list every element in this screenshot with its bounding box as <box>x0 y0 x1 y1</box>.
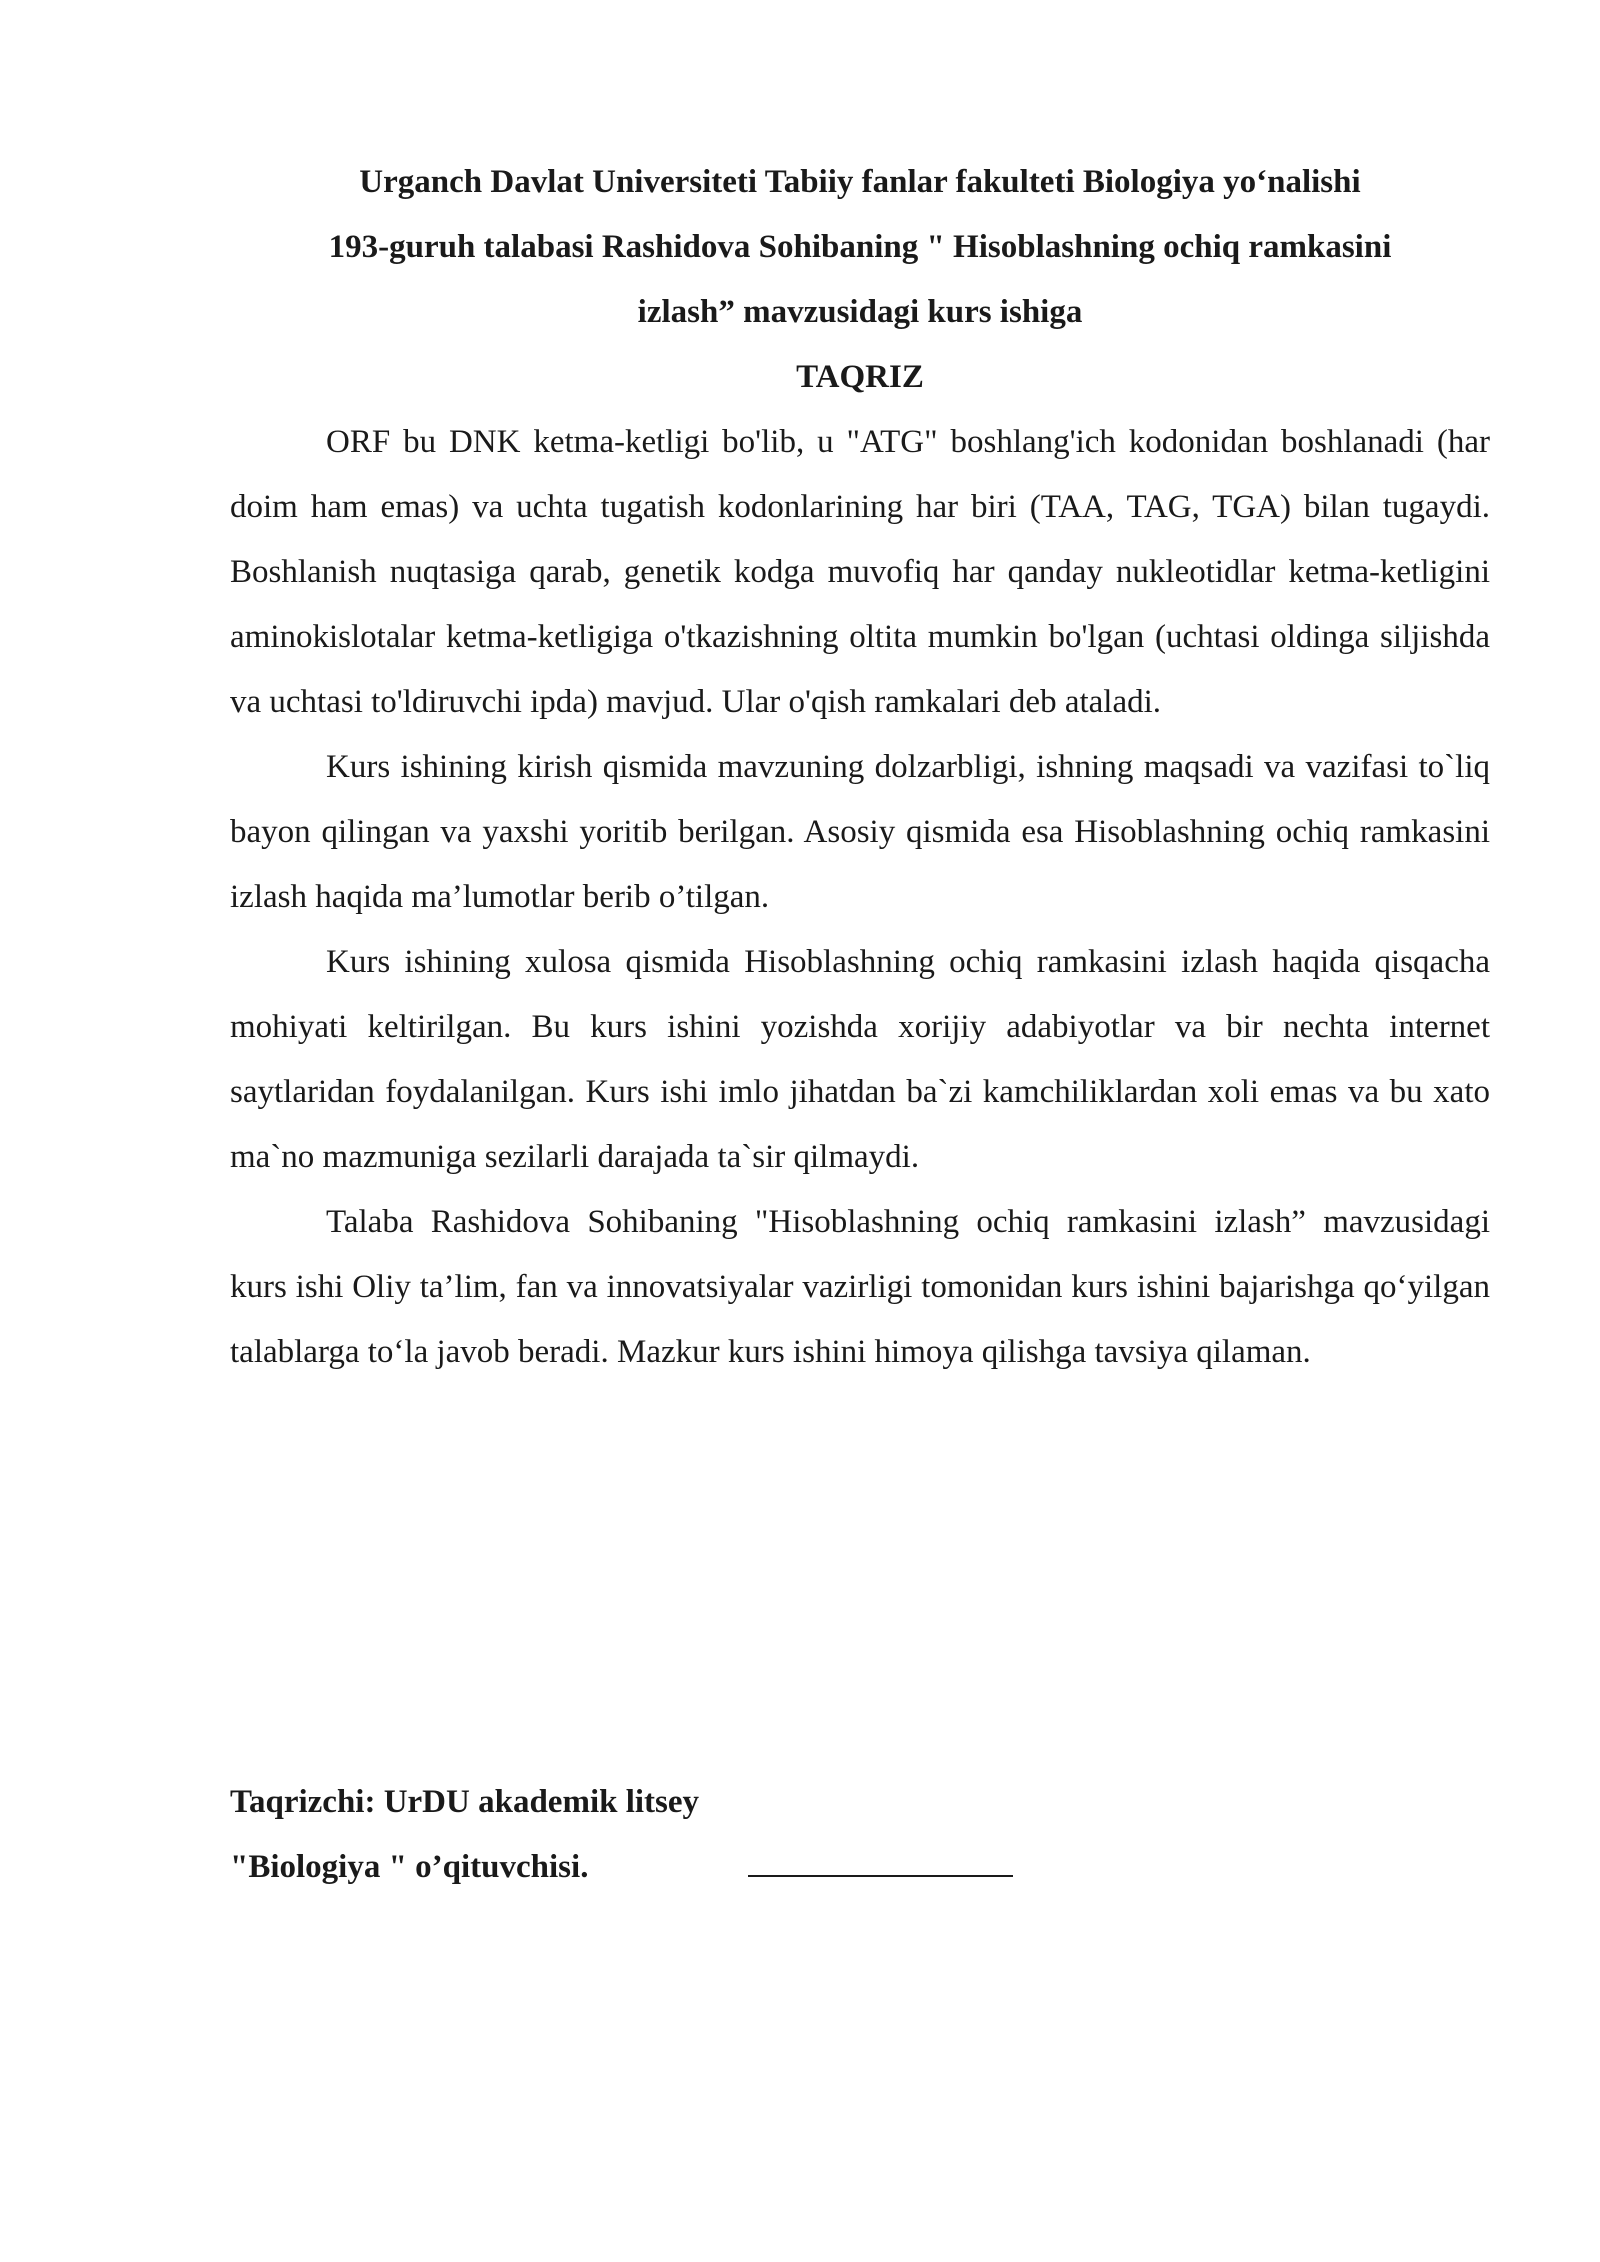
signature-underline <box>748 1849 1013 1877</box>
heading-line-3: izlash” mavzusidagi kurs ishiga <box>637 294 1083 330</box>
reviewer-position-line <box>230 1835 1013 1900</box>
paragraph-recommendation: Talaba Rashidova Sohibaning "Hisoblashning ochiq ramkasini izlash” mavzusidagi kurs ishi Oliy ta’lim, fan va innovatsiyalar vazirligi tomonidan kurs ishini bajarishga qo‘yilgan talablarga to‘la javob beradi. Mazkur kurs ishini himoya qilishga tavsiya qilaman. <box>230 1204 1490 1370</box>
document-title: TAQRIZ <box>796 359 924 395</box>
paragraph-orf: ORF bu DNK ketma-ketligi bo'lib, u "ATG" boshlang'ich kodonidan boshlanadi (har doim ham emas) va uchta tugatish kodonlarining har biri (TAA, TAG, TGA) bilan tugaydi. Boshlanish nuqtasiga qarab, genetik kodga muvofiq har qanday nukleotidlar ketma-ketligini aminokislotalar ketma-ketligiga o'tkazishning oltita mumkin bo'lgan (uchtasi oldinga siljishda va uchtasi to'ldiruvchi ipda) mavjud. Ular o'qish ramkalari deb ataladi. <box>230 424 1490 720</box>
reviewer-position: "Biologiya " o’qituvchisi. <box>230 1849 589 1885</box>
signature-block <box>230 1770 1013 1900</box>
document-heading <box>230 150 1490 410</box>
paragraph-introduction: Kurs ishining kirish qismida mavzuning dolzarbligi, ishning maqsadi va vazifasi to`liq bayon qilingan va yaxshi yoritib berilgan. Asosiy qismida esa Hisoblashning ochiq ramkasini izlash haqida ma’lumotlar berib o’tilgan. <box>230 749 1490 915</box>
heading-line-2: 193-guruh talabasi Rashidova Sohibaning " Hisoblashning ochiq ramkasini <box>328 229 1392 265</box>
reviewer-line: Taqrizchi: UrDU akademik litsey <box>230 1784 700 1820</box>
heading-line-1: Urganch Davlat Universiteti Tabiiy fanlar fakulteti Biologiya yo‘nalishi <box>359 164 1361 200</box>
paragraph-conclusion: Kurs ishining xulosa qismida Hisoblashning ochiq ramkasini izlash haqida qisqacha mohiyati keltirilgan. Bu kurs ishini yozishda xorijiy adabiyotlar va bir nechta internet saytlaridan foydalanilgan. Kurs ishi imlo jihatdan ba`zi kamchiliklardan xoli emas va bu xato ma`no mazmuniga sezilarli darajada ta`sir qilmaydi. <box>230 944 1490 1175</box>
review-document <box>230 150 1490 1385</box>
